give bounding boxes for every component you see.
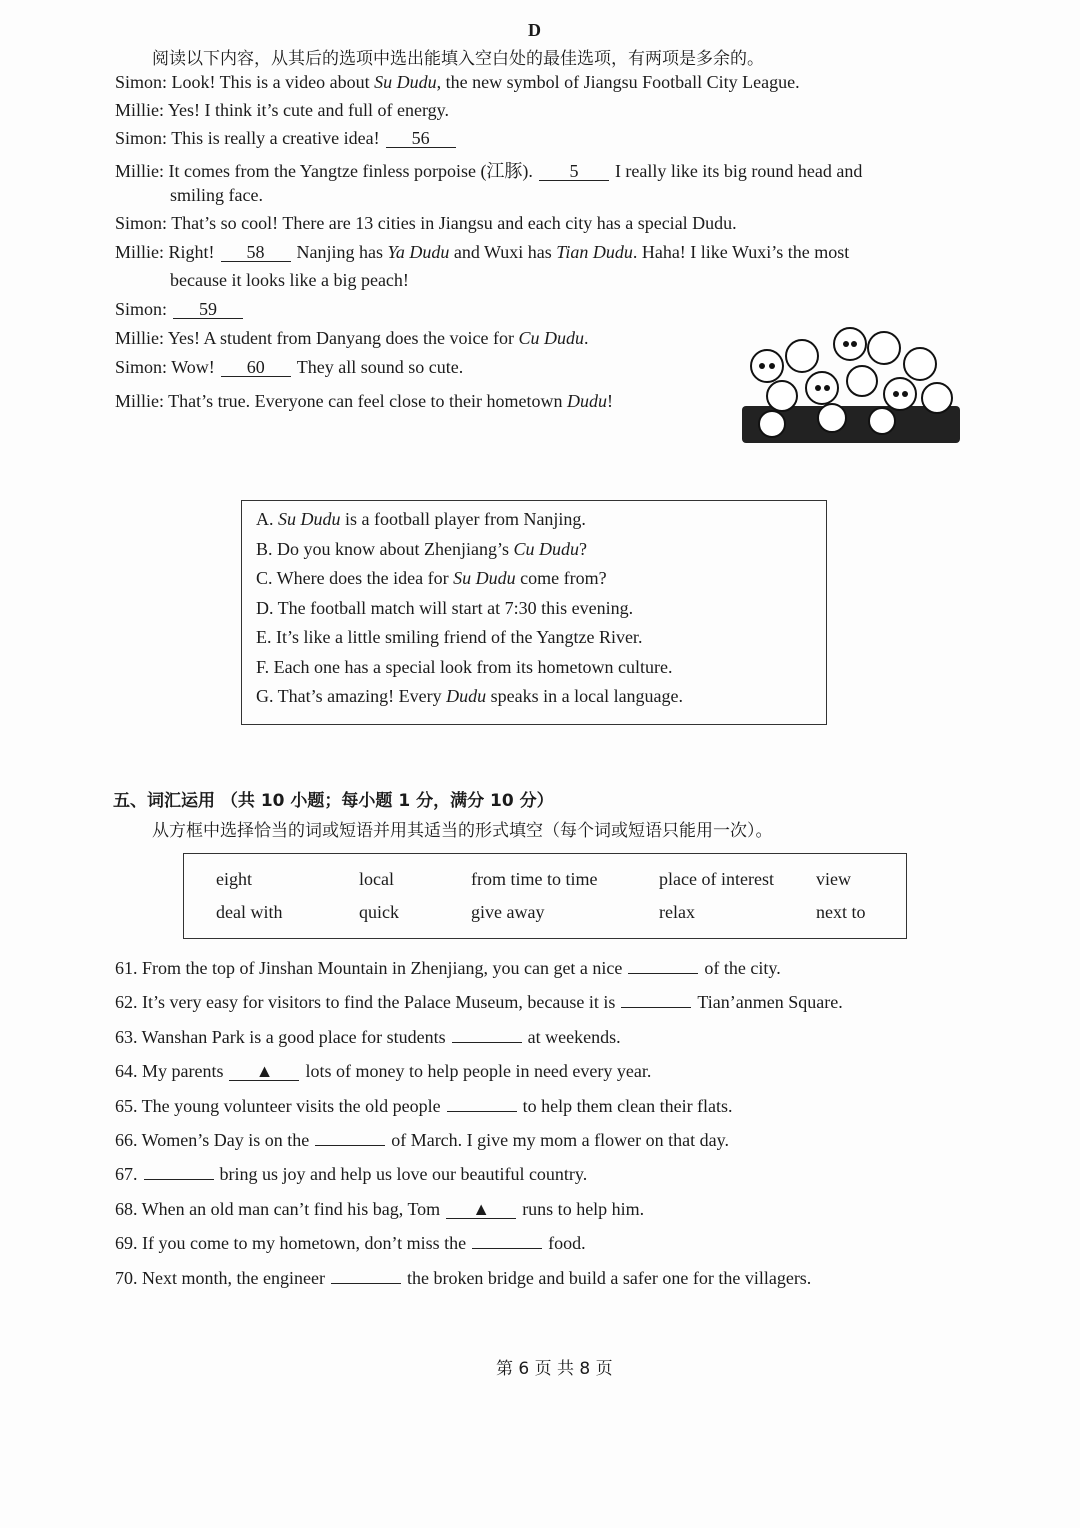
italic-text: Tian Dudu	[556, 242, 633, 262]
answer-blank: 5	[539, 162, 609, 181]
text: runs to help him.	[522, 1198, 645, 1219]
text: Tian’anmen Square.	[697, 992, 843, 1013]
question-item	[115, 1096, 733, 1117]
text: the broken bridge and build a safer one for the villagers.	[406, 1267, 812, 1288]
question-item	[115, 1233, 586, 1254]
word-bank-item: quick	[359, 902, 399, 922]
answer-blank	[628, 973, 698, 974]
section-five-heading: 五、词汇运用 （共 10 小题；每小题 1 分，满分 10 分）	[113, 791, 554, 811]
question-item	[115, 958, 781, 979]
text: Millie: Right!	[115, 242, 215, 262]
italic-text: Ya Dudu	[387, 242, 450, 262]
text: 65. The young volunteer visits the old people	[115, 1095, 441, 1116]
dialogue-line	[115, 328, 588, 349]
italic-text: Cu Dudu	[513, 538, 579, 559]
text: and Wuxi has	[449, 242, 557, 262]
text: Simon:	[115, 299, 168, 319]
text: Simon: That’s so cool! There are 13 cities in Jiangsu and each city has a special Dudu.	[115, 213, 737, 233]
dialogue-line	[115, 357, 463, 378]
text: 63. Wanshan Park is a good place for students	[115, 1026, 446, 1047]
word-bank-box	[183, 853, 907, 939]
text: because it looks like a big peach!	[170, 270, 409, 290]
option-item	[256, 568, 607, 589]
answer-blank: ▲	[446, 1200, 516, 1219]
italic-text: Cu Dudu	[518, 328, 584, 348]
section-letter: D	[528, 20, 541, 40]
word-bank-item: next to	[816, 902, 866, 922]
text: food.	[548, 1233, 586, 1254]
option-item	[256, 627, 642, 648]
text: C. Where does the idea for	[256, 568, 454, 588]
text: , the new symbol of Jiangsu Football City League.	[436, 72, 800, 92]
option-item	[256, 509, 586, 530]
word-bank-item: view	[816, 869, 851, 889]
text: Simon: Look! This is a video about	[115, 72, 375, 92]
question-item	[115, 1164, 587, 1185]
text: at weekends.	[527, 1026, 621, 1047]
text: A.	[256, 509, 278, 529]
text: 66. Women’s Day is on the	[115, 1130, 310, 1150]
word-bank-item: deal with	[216, 902, 283, 922]
text: is a football player from Nanjing.	[340, 509, 586, 529]
answer-blank: 56	[386, 129, 456, 148]
text: Millie: That’s true. Everyone can feel close to their hometown	[115, 391, 568, 411]
answer-blank	[621, 1007, 691, 1008]
text: G. That’s amazing! Every	[256, 686, 447, 706]
question-item	[115, 1199, 644, 1220]
text: to help them clean their flats.	[522, 1095, 733, 1116]
text: come from?	[515, 568, 607, 588]
text: of the city.	[704, 958, 781, 978]
word-bank-item: eight	[216, 869, 252, 889]
answer-blank	[144, 1179, 214, 1180]
word-bank-item: place of interest	[659, 869, 774, 889]
option-item	[256, 657, 672, 678]
question-item	[115, 1061, 651, 1082]
answer-blank	[315, 1145, 385, 1146]
text: Nanjing has	[296, 242, 388, 262]
text: speaks in a local language.	[486, 686, 684, 706]
italic-text: Dudu	[446, 686, 487, 706]
word-bank-item: from time to time	[471, 869, 598, 889]
italic-text: Su Dudu	[278, 509, 341, 529]
answer-blank	[452, 1042, 522, 1043]
option-item	[256, 598, 633, 619]
answer-blank	[472, 1248, 542, 1249]
dialogue-line	[115, 100, 449, 121]
dialogue-line	[115, 391, 613, 412]
text: 61. From the top of Jinshan Mountain in Zhenjiang, you can get a nice	[115, 958, 623, 978]
question-item	[115, 1027, 621, 1048]
text: 69. If you come to my hometown, don’t miss the	[115, 1233, 467, 1254]
word-bank-item: give away	[471, 902, 545, 922]
italic-text: Su Dudu	[453, 568, 516, 588]
options-box	[241, 500, 827, 725]
text: I really like its big round head and	[614, 161, 863, 181]
text: E. It’s like a little smiling friend of the Yangtze River.	[256, 627, 643, 647]
text: Millie: Yes! A student from Danyang does the voice for	[115, 328, 519, 348]
word-bank-item: local	[359, 869, 394, 889]
text: 70. Next month, the engineer	[115, 1267, 325, 1288]
option-item	[256, 539, 587, 560]
text: Millie: Yes! I think it’s cute and full of energy.	[115, 100, 449, 120]
dialogue-line	[115, 128, 462, 149]
reading-instruction: 阅读以下内容，从其后的选项中选出能填入空白处的最佳选项，有两项是多余的。	[152, 49, 764, 69]
dialogue-line	[115, 242, 849, 263]
text: 62. It’s very easy for visitors to find the Palace Museum, because it is	[115, 992, 616, 1013]
text: 68. When an old man can’t find his bag, Tom	[115, 1198, 441, 1219]
text: 67.	[115, 1164, 138, 1185]
text: smiling face.	[170, 185, 263, 205]
section-five-instruction: 从方框中选择恰当的词或短语并用其适当的形式填空（每个词或短语只能用一次）。	[152, 821, 773, 841]
answer-blank	[447, 1111, 517, 1112]
option-item	[256, 686, 683, 707]
dialogue-line	[170, 185, 263, 206]
word-bank-item: relax	[659, 902, 695, 922]
text: B. Do you know about Zhenjiang’s	[256, 538, 514, 559]
text: Simon: Wow!	[115, 357, 215, 377]
text: Millie: It comes from the Yangtze finless porpoise (江豚).	[115, 161, 533, 181]
answer-blank: 58	[221, 243, 291, 262]
dialogue-line	[115, 213, 737, 234]
text: lots of money to help people in need every year.	[305, 1061, 652, 1082]
dialogue-line	[115, 299, 249, 320]
dialogue-line	[170, 270, 409, 291]
dialogue-line	[115, 72, 800, 93]
text: ?	[579, 538, 587, 559]
question-item	[115, 1268, 811, 1289]
page-footer: 第 6 页 共 8 页	[496, 1359, 613, 1379]
text: 64. My parents	[115, 1061, 224, 1082]
text: . Haha! I like Wuxi’s the most	[632, 242, 850, 262]
answer-blank: ▲	[229, 1062, 299, 1081]
answer-blank: 59	[173, 300, 243, 319]
answer-blank: 60	[221, 358, 291, 377]
text: D. The football match will start at 7:30 this evening.	[256, 597, 634, 618]
text: of March. I give my mom a flower on that day.	[391, 1130, 729, 1150]
text: F. Each one has a special look from its hometown culture.	[256, 656, 673, 677]
dialogue-line	[115, 157, 862, 183]
question-item	[115, 1130, 729, 1151]
italic-text: Su Dudu	[374, 72, 437, 92]
text: Simon: This is really a creative idea!	[115, 128, 380, 148]
italic-text: Dudu	[567, 391, 608, 411]
text: bring us joy and help us love our beautiful country.	[219, 1164, 588, 1185]
text: They all sound so cute.	[296, 357, 464, 377]
text: !	[607, 391, 614, 411]
text: .	[583, 328, 589, 348]
dudu-mascots-image	[742, 326, 960, 443]
question-item	[115, 992, 843, 1013]
answer-blank	[331, 1283, 401, 1284]
